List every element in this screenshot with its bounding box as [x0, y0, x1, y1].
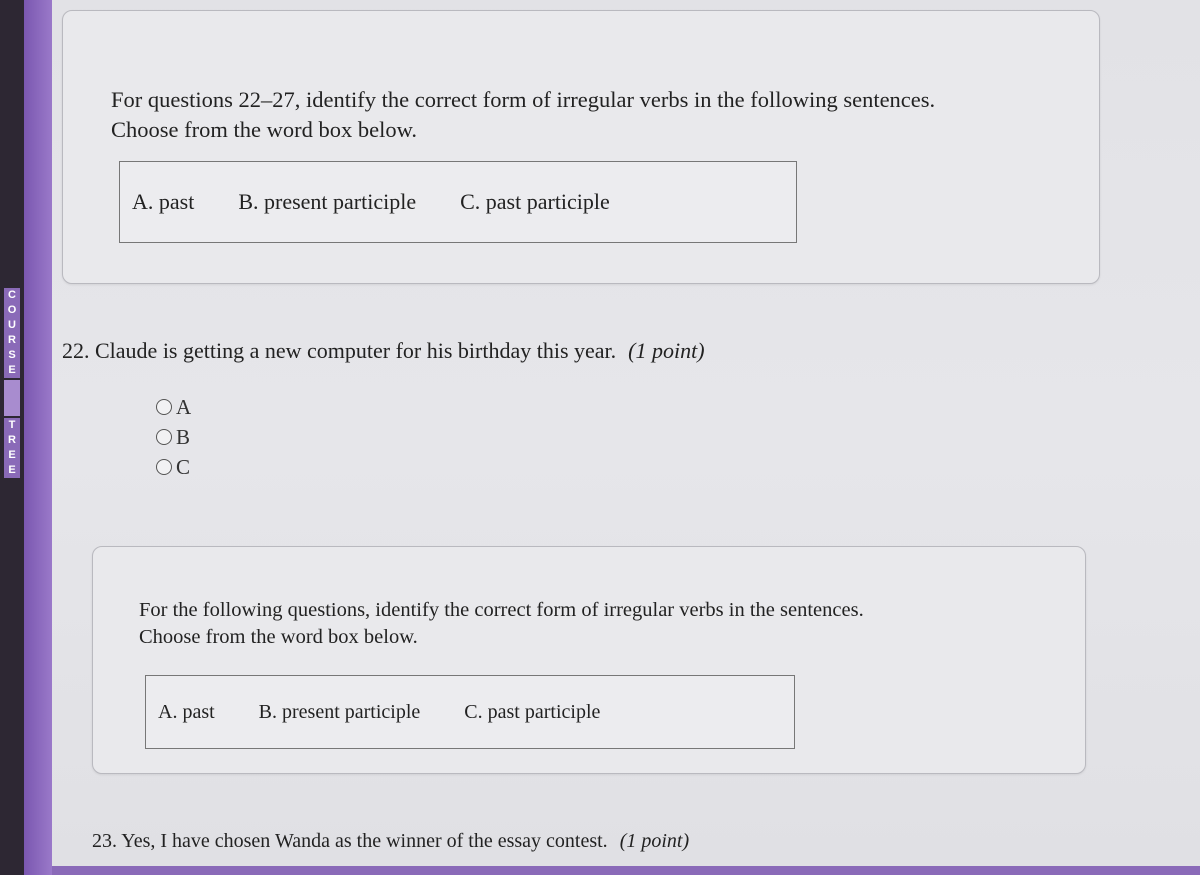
instructions-line: Choose from the word box below.	[139, 626, 418, 648]
question-points: (1 point)	[628, 338, 705, 363]
radio-button[interactable]	[156, 459, 172, 475]
instructions-line: For the following questions, identify the correct form of irregular verbs in the sentences.	[139, 599, 864, 621]
instructions-card-following	[92, 546, 1086, 774]
radio-button[interactable]	[156, 399, 172, 415]
word-box-item: A. past	[158, 700, 215, 723]
option-a[interactable]	[156, 392, 191, 422]
bottom-accent-bar	[52, 866, 1200, 875]
logo-letter: O	[4, 303, 20, 318]
logo-letter: R	[4, 333, 20, 348]
question-text: 22. Claude is getting a new computer for his birthday this year.	[62, 338, 617, 363]
question-text: 23. Yes, I have chosen Wanda as the winner of the essay contest.	[92, 830, 608, 852]
question-points: (1 point)	[619, 830, 690, 852]
word-box-item: C. past participle	[460, 189, 610, 214]
instructions-line: For questions 22–27, identify the correct form of irregular verbs in the following sentences.	[111, 87, 936, 112]
logo-letter: E	[4, 463, 20, 478]
logo-letter: T	[4, 418, 20, 433]
word-box-item: A. past	[132, 189, 195, 214]
sidebar-accent	[24, 0, 52, 875]
word-box-item: B. present participle	[238, 189, 417, 214]
word-box	[119, 161, 797, 243]
logo-tree-icon	[4, 380, 20, 416]
question-22	[62, 338, 705, 364]
word-box	[145, 675, 795, 749]
radio-button[interactable]	[156, 429, 172, 445]
logo-letter: C	[4, 288, 20, 303]
option-label: B	[176, 425, 191, 449]
logo-letter: U	[4, 318, 20, 333]
instructions-line: Choose from the word box below.	[111, 117, 417, 142]
logo-letter: S	[4, 348, 20, 363]
word-box-item: B. present participle	[258, 700, 421, 723]
instructions-card-22-27	[62, 10, 1100, 284]
coursetree-logo	[0, 288, 24, 478]
logo-letter: E	[4, 448, 20, 463]
option-c[interactable]	[156, 452, 191, 482]
option-b[interactable]	[156, 422, 191, 452]
word-box-item: C. past participle	[464, 700, 601, 723]
instructions-text	[111, 85, 1051, 145]
logo-letter: R	[4, 433, 20, 448]
instructions-text	[139, 597, 1039, 651]
option-label: C	[176, 455, 191, 479]
question-22-options	[156, 392, 191, 482]
logo-letter: E	[4, 363, 20, 378]
question-23	[92, 830, 689, 853]
option-label: A	[176, 395, 192, 419]
